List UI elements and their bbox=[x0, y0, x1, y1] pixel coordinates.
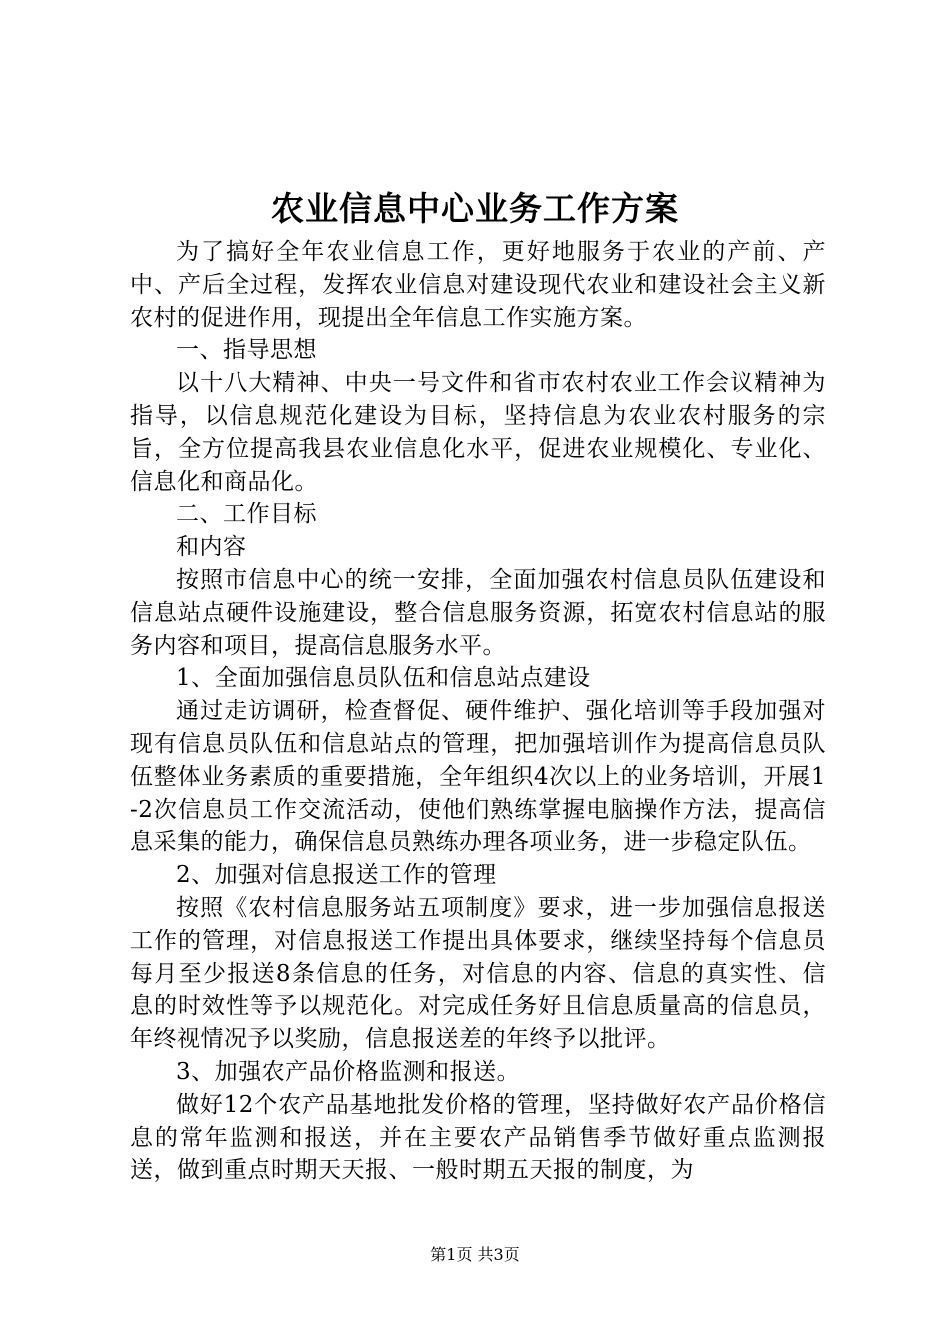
page-footer: 第1页 共3页 bbox=[430, 1245, 520, 1264]
heading-work-goals-continued: 和内容 bbox=[176, 534, 247, 561]
document-title: 农业信息中心业务工作方案 bbox=[271, 189, 679, 228]
paragraph-intro: 为了搞好全年农业信息工作，更好地服务于农业的产前、产中、产后全过程，发挥农业信息对建设现代农业和建设社会主义新农村的促进作用，现提出全年信息工作实施方案。 bbox=[130, 239, 826, 331]
subheading-item-1: 1、全面加强信息员队伍和信息站点建设 bbox=[176, 665, 591, 692]
paragraph-item-2: 按照《农村信息服务站五项制度》要求，进一步加强信息报送工作的管理，对信息报送工作提出具体要求，继续坚持每个信息员每月至少报送8条信息的任务，对信息的内容、信息的真实性、信息的时效性等予以规范化。对完成任务好且信息质量高的信息员，年终视情况予以奖励，信息报送差的年终予以批评。 bbox=[130, 894, 826, 1053]
heading-work-goals: 二、工作目标 bbox=[176, 501, 317, 528]
heading-guiding-ideology: 一、指导思想 bbox=[176, 337, 317, 364]
subheading-item-3: 3、加强农产品价格监测和报送。 bbox=[176, 1058, 521, 1085]
paragraph-item-1: 通过走访调研，检查督促、硬件维护、强化培训等手段加强对现有信息员队伍和信息站点的管理，把加强培训作为提高信息员队伍整体业务素质的重要措施，全年组织4次以上的业务培训，开展1-2次信息员工作交流活动，使他们熟练掌握电脑操作方法，提高信息采集的能力，确保信息员熟练办理各项业务，进一步稳定队伍。 bbox=[130, 698, 826, 856]
subheading-item-2: 2、加强对信息报送工作的管理 bbox=[176, 862, 497, 889]
paragraph-work-goals: 按照市信息中心的统一安排，全面加强农村信息员队伍建设和信息站点硬件设施建设，整合信息服务资源，拓宽农村信息站的服务内容和项目，提高信息服务水平。 bbox=[130, 566, 826, 659]
document-body bbox=[130, 236, 826, 1187]
paragraph-guiding-ideology: 以十八大精神、中央一号文件和省市农村农业工作会议精神为指导，以信息规范化建设为目标，坚持信息为农业农村服务的宗旨，全方位提高我县农业信息化水平，促进农业规模化、专业化、信息化和商品化。 bbox=[130, 370, 826, 495]
paragraph-item-3: 做好12个农产品基地批发价格的管理，坚持做好农产品价格信息的常年监测和报送，并在主要农产品销售季节做好重点监测报送，做到重点时期天天报、一般时期五天报的制度，为 bbox=[130, 1091, 826, 1184]
